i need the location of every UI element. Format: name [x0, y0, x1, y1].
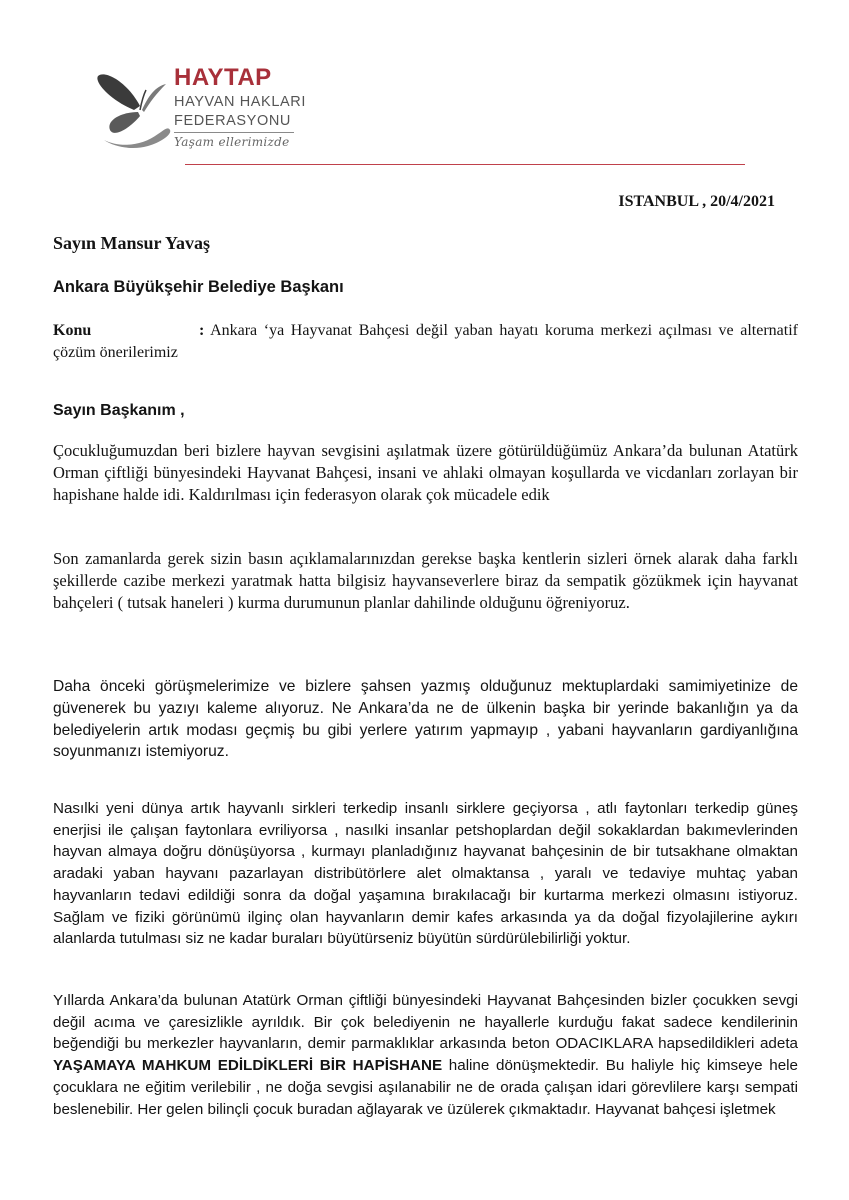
subject-text: Ankara ‘ya Hayvanat Bahçesi değil yaban hayatı koruma merkezi açılması ve alternatif çözüm önerilerimiz [53, 322, 799, 361]
paragraph-2: Son zamanlarda gerek sizin basın açıklamalarınızdan gerekse başka kentlerin sizleri örnek alarak daha farklı şekillerde cazibe merkezi yaratmak hatta bilgisiz hayvanseverlere biraz da sempatik gözükmek için hayvanat bahçeleri ( tutsak haneleri ) kurma durumunun planlar dahilinde olduğunu öğreniyoruz. [53, 549, 798, 612]
letterhead-logo [96, 62, 316, 162]
paragraph-5 [53, 990, 798, 1120]
butterfly-hand-icon [96, 66, 174, 150]
letterhead-rule [185, 164, 745, 165]
paragraph-5-emphasis: YAŞAMAYA MAHKUM EDİLDİKLERİ BİR HAPİSHANE [53, 1057, 443, 1075]
subject-label: Konu [53, 322, 92, 339]
paragraph-5-part-b: haline dönüşmektedir. Bu haliyle hiç kimseye hele çocuklara ne eğitim verilebilir , ne doğa sevgisi aşılanabilir ne de orada çalışan idari görevlilere karşı sempati beslenebilir. Her gelen bilinçli çocuk buradan ağlayarak ve üzülerek çıkmaktadır. Hayvanat bahçesi işletmek [53, 1057, 798, 1118]
brand-subtitle-line2: FEDERASYONU [174, 113, 291, 129]
paragraph-1: Çocukluğumuzdan beri bizlere hayvan sevgisini aşılatmak üzere götürüldüğümüz Ankara’da bulunan Atatürk Orman çiftliği bünyesindeki Hayvanat Bahçesi, insani ve ahlaki olmayan koşullarda ve vicdanları zorlayan bir hapishane halde idi. Kaldırılması için federasyon olarak çok mücadele edik [53, 441, 798, 504]
addressee-title: Ankara Büyükşehir Belediye Başkanı [53, 278, 344, 296]
brand-name: HAYTAP [174, 64, 272, 91]
paragraph-4: Nasılki yeni dünya artık hayvanlı sirkleri terkedip insanlı sirklere geçiyorsa , atlı faytonları terkedip güneş enerjisi ile çalışan faytonlara evriliyorsa , nasılki insanlar petshoplardan değil sokaklardan bakımevlerinden hayvan almaya doğru dönüşüyorsa , kurmayı planladığınız hayvanat bahçesinin de bir tutsakhane olmaktan aradaki yaban hayvanı pazarlayan distribütörlere alet olmaktansa , yaralı ve tedaviye muhtaç yaban hayvanların tedavi edildiği sonra da doğal yaşamına bırakılacağı bir kurtarma merkezi olmasını istiyoruz. Sağlam ve fiziki görünümü ilginç olan hayvanların demir kafes arkasında ya da doğal fizyolajilerine aykırı alanlarda tutulması siz ne kadar buraları büyütürseniz büyütün sürdürülebilirliği yoktur. [53, 800, 798, 948]
subject-colon: : [199, 322, 205, 339]
letter-date: ISTANBUL , 20/4/2021 [618, 193, 775, 210]
brand-tagline: Yaşam ellerimizde [174, 135, 290, 149]
addressee-name: Sayın Mansur Yavaş [53, 233, 211, 253]
paragraph-5-part-a: Yıllarda Ankara’da bulunan Atatürk Orman çiftliği bünyesindeki Hayvanat Bahçesinden bizler çocukken sevgi değil acıma ve çaresizlikle ayrıldık. Bir çok belediyenin ne hayallerle kurduğu fakat sadece kendilerinin beğendiği bu merkezler hayvanların, demir parmaklıklar arkasında beton ODACIKLARA hapsedildikleri adeta [53, 992, 798, 1053]
subject-line [53, 320, 798, 363]
brand-subtitle-line1: HAYVAN HAKLARI [174, 94, 306, 110]
paragraph-3: Daha önceki görüşmelerimize ve bizlere şahsen yazmış olduğunuz mektuplardaki samimiyetinize de güvenerek bu yazıyı kaleme alıyoruz. Ne Ankara’da ne de ülkenin başka bir yerinde bakanlığın ya da belediyelerin artık modası geçmiş bu gibi yerlere yatırım yapmayıp , yabani hayvanların gardiyanlığına soyunmanızı istemiyoruz. [53, 678, 798, 761]
salutation: Sayın Başkanım , [53, 402, 185, 419]
brand-divider [174, 132, 294, 133]
